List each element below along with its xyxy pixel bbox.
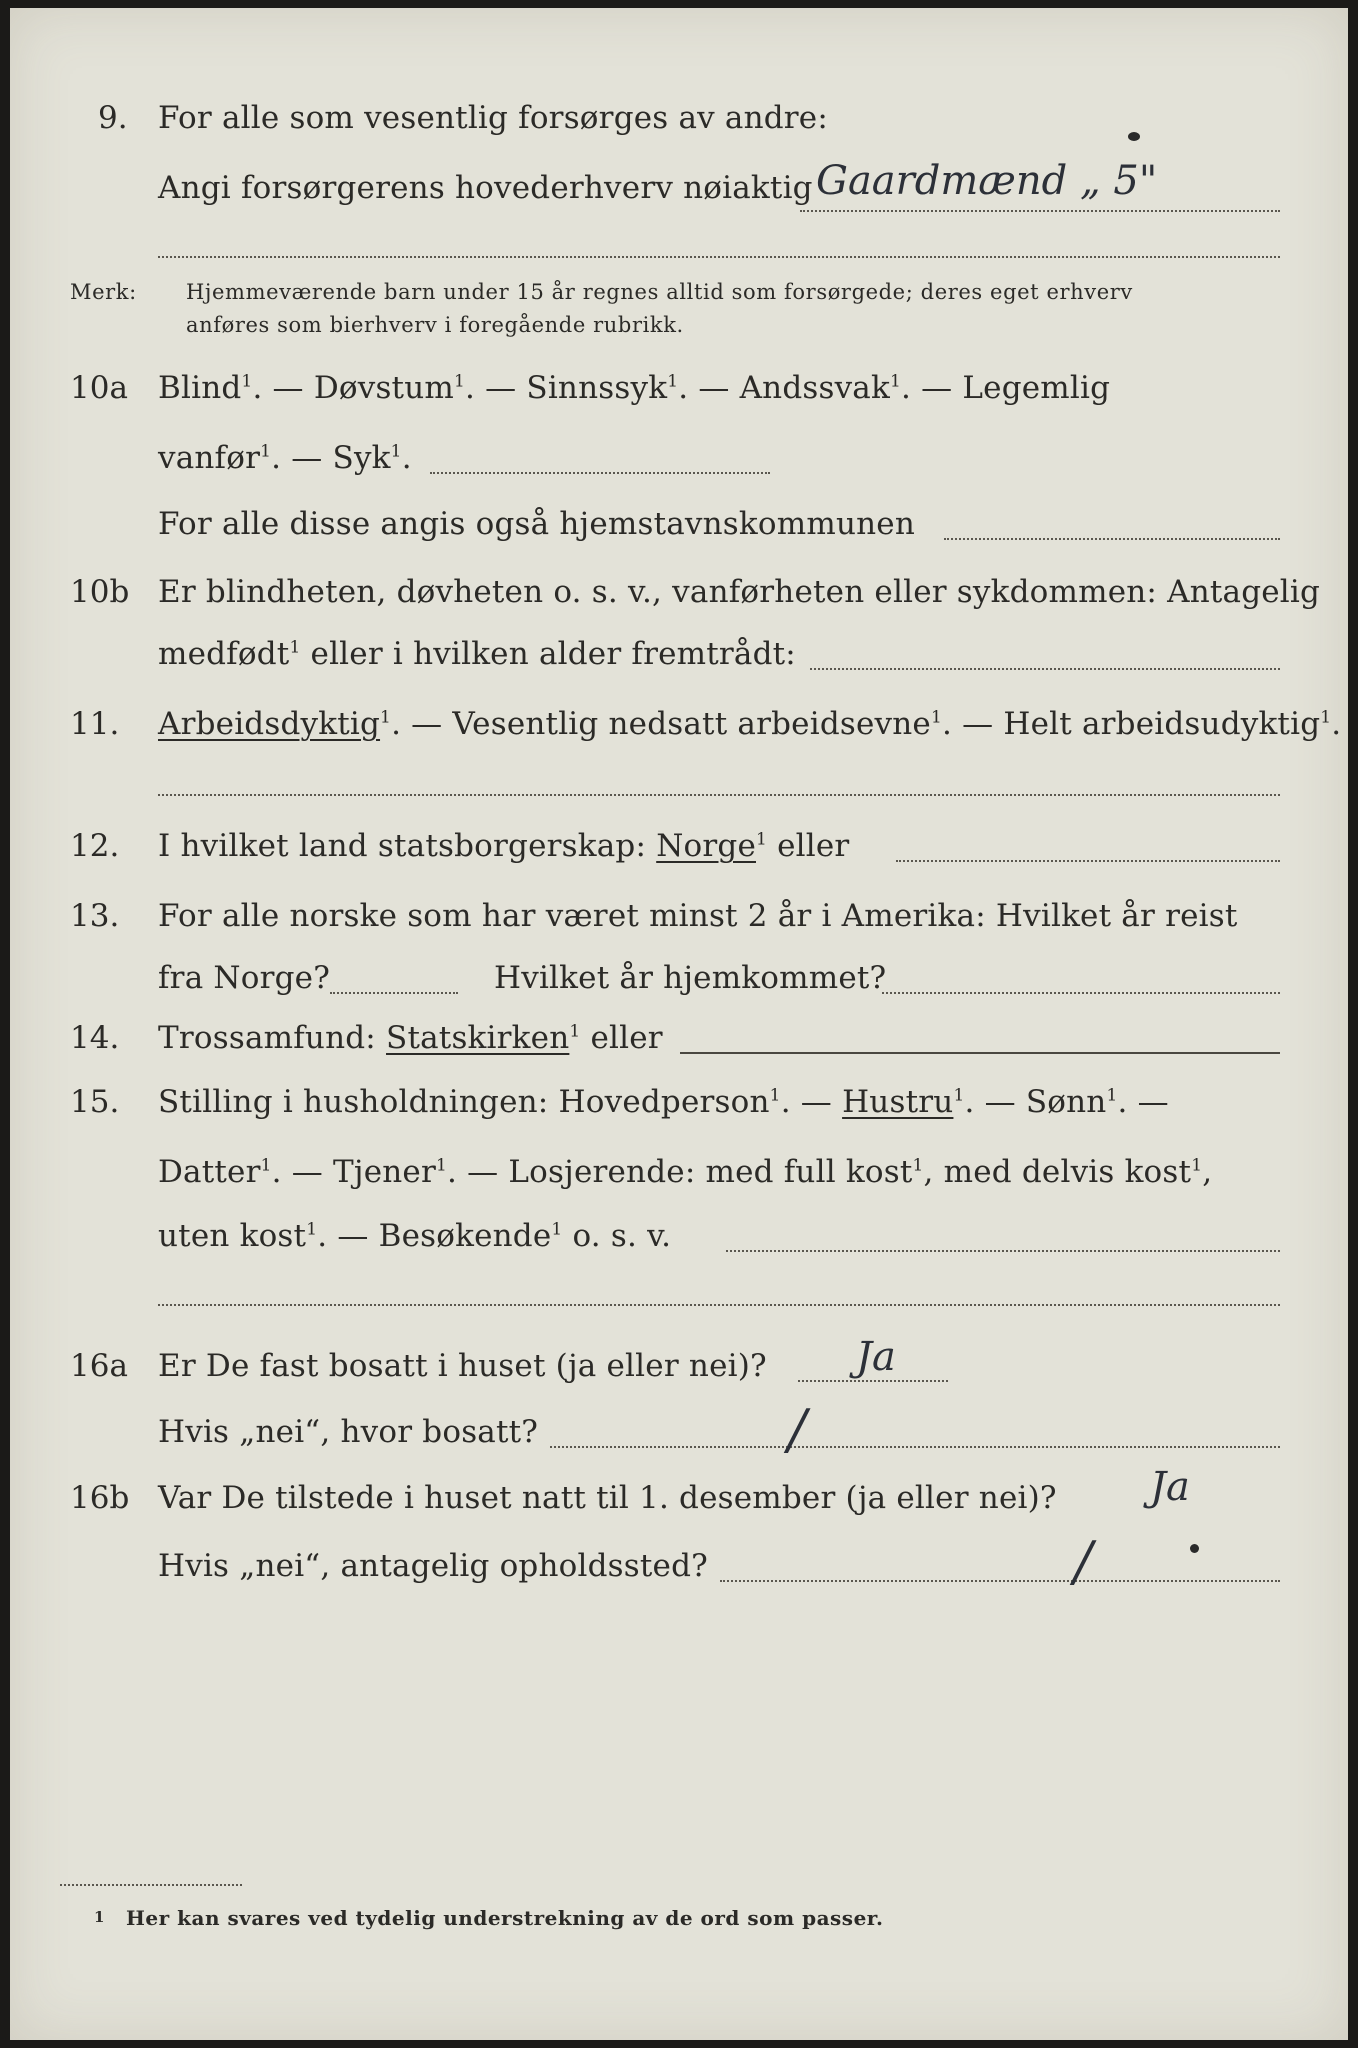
q10b-alder: eller i hvilken alder fremtrådt:: [300, 636, 796, 672]
q16a-number: 16a: [70, 1348, 128, 1384]
opt-andssvak: . — Andssvak: [678, 370, 890, 406]
q11-line: [158, 706, 1341, 742]
q10b-line2: [158, 636, 796, 672]
q15-line2-end: ,: [1202, 1154, 1213, 1190]
merk-line2: anføres som bierhverv i foregående rubrikk.: [186, 313, 684, 337]
sup: 1: [380, 707, 392, 728]
q16a-line1: Er De fast bosatt i huset (ja eller nei)?: [158, 1348, 767, 1384]
q12-tail: eller: [767, 828, 850, 864]
q11-end: .: [1331, 706, 1342, 742]
opt-legemlig: . — Legemlig: [901, 370, 1111, 406]
q9-extra-line: [158, 256, 1280, 258]
q16b-number: 16b: [70, 1480, 130, 1516]
q15-sep: . —: [780, 1084, 843, 1120]
q16a-answer2-line: [550, 1446, 1280, 1448]
footnote-text: Her kan svares ved tydelig understrekning av de ord som passer.: [126, 1906, 884, 1930]
q10b-line1: Er blindheten, døvheten o. s. v., vanførheten eller sykdommen: Antagelig: [158, 574, 1321, 610]
q14-tail: eller: [580, 1020, 663, 1056]
opt-besokende: . — Besøkende: [317, 1218, 552, 1254]
q10a-line2: [158, 440, 412, 476]
q14-line: [158, 1020, 663, 1056]
q13-hjemkommet-line: [882, 992, 1280, 994]
q12-norge-underlined: Norge: [656, 828, 756, 864]
q15-line1-end: . —: [1117, 1084, 1169, 1120]
sup: 1: [260, 441, 272, 462]
q12-number: 12.: [70, 828, 120, 864]
opt-udyktig: . — Helt arbeidsudyktig: [942, 706, 1321, 742]
opt-hovedperson: Stilling i husholdningen: Hovedperson: [158, 1084, 770, 1120]
opt-datter: Datter: [158, 1154, 261, 1190]
q10b-answer-line: [810, 668, 1280, 670]
q10a-syk-line: [430, 472, 770, 474]
sup: 1: [889, 371, 902, 392]
opt-arbeidsdyktig-underlined: Arbeidsdyktig: [158, 706, 381, 742]
q13-line2b: Hvilket år hjemkommet?: [494, 960, 887, 996]
q14-answer-line: [680, 1052, 1280, 1054]
sup: 1: [435, 1155, 448, 1176]
opt-dovstum: . — Døvstum: [252, 370, 454, 406]
q15-extra-line: [158, 1304, 1280, 1306]
q16b-line2: Hvis „nei“, antagelig opholdssted?: [158, 1548, 708, 1584]
sup: 1: [953, 1085, 965, 1106]
q16b-answer2-handwritten: /: [1074, 1530, 1093, 1593]
opt-syk: . — Syk: [271, 440, 391, 476]
q9-line2: Angi forsørgerens hovederhverv nøiaktig: [158, 170, 813, 206]
q14-text: Trossamfund:: [158, 1020, 376, 1056]
q16b-answer2-line: [720, 1580, 1280, 1582]
sup: 1: [930, 707, 942, 728]
q12-answer-line: [896, 860, 1280, 862]
ink-dot: [1190, 1544, 1199, 1553]
q9-number: 9.: [98, 100, 128, 136]
q10a-line1: [158, 370, 1110, 406]
q10a-number: 10a: [70, 370, 128, 406]
q16a-line2: Hvis „nei“, hvor bosatt?: [158, 1414, 539, 1450]
q10a-line2-end: .: [401, 440, 412, 476]
sup: 1: [260, 1155, 272, 1176]
opt-sinnssyk: . — Sinnssyk: [465, 370, 668, 406]
opt-vanfor: vanfør: [158, 440, 261, 476]
opt-osv: o. s. v.: [562, 1218, 672, 1254]
q13-line2a: fra Norge?: [158, 960, 331, 996]
opt-blind: Blind: [158, 370, 242, 406]
q13-number: 13.: [70, 898, 120, 934]
opt-sonn: . — Sønn: [964, 1084, 1107, 1120]
opt-medfodt: medfødt: [158, 636, 290, 672]
sup: 1: [912, 1155, 924, 1176]
q15-line3: [158, 1218, 671, 1254]
sup: 1: [667, 371, 679, 392]
opt-hustru-underlined: Hustru: [842, 1084, 954, 1120]
q15-line2: [158, 1154, 1212, 1190]
q14-number: 14.: [70, 1020, 120, 1056]
q10b-number: 10b: [70, 574, 130, 610]
q15-answer-line: [726, 1250, 1280, 1252]
q16a-answer2-handwritten: /: [788, 1398, 807, 1461]
sup: 1: [241, 371, 253, 392]
q16b-answer1-handwritten: Ja: [1150, 1464, 1190, 1510]
q11-extra-line: [158, 794, 1280, 796]
sup: 1: [289, 637, 301, 658]
q9-answer-handwritten: Gaardmænd „ 5": [816, 158, 1158, 204]
sup: 1: [1191, 1155, 1203, 1176]
q14-statskirken-underlined: Statskirken: [386, 1020, 570, 1056]
sup: 1: [1320, 707, 1332, 728]
merk-line1: Hjemmeværende barn under 15 år regnes alltid som forsørgede; deres eget erhverv: [186, 280, 1133, 304]
footnote-rule: [60, 1884, 242, 1886]
q13-reist-line: [330, 992, 458, 994]
footnote-mark: 1: [94, 1908, 105, 1926]
q15-number: 15.: [70, 1084, 120, 1120]
opt-nedsatt: . — Vesentlig nedsatt arbeidsevne: [391, 706, 931, 742]
q9-answer-line: [800, 210, 1280, 212]
sup: 1: [1106, 1085, 1118, 1106]
q16a-answer1-handwritten: Ja: [856, 1334, 896, 1380]
sup: 1: [390, 441, 402, 462]
opt-uten-kost: uten kost: [158, 1218, 307, 1254]
sup: 1: [569, 1021, 581, 1042]
sup: 1: [551, 1219, 563, 1240]
opt-delvis-kost: , med delvis kost: [923, 1154, 1192, 1190]
q10a-hjemstavn-line: [944, 538, 1280, 540]
opt-tjener: . — Tjener: [271, 1154, 436, 1190]
q15-line1: [158, 1084, 1169, 1120]
merk-label: Merk:: [70, 280, 137, 304]
sup: 1: [769, 1085, 781, 1106]
q10a-line3: For alle disse angis også hjemstavnskommunen: [158, 506, 915, 542]
census-form-page: [10, 8, 1348, 2040]
q12-line: [158, 828, 849, 864]
q16b-line1: Var De tilstede i huset natt til 1. desember (ja eller nei)?: [158, 1480, 1057, 1516]
q13-line1: For alle norske som har været minst 2 år i Amerika: Hvilket år reist: [158, 898, 1238, 934]
q11-number: 11.: [70, 706, 120, 742]
sup: 1: [756, 829, 768, 850]
q16a-answer1-line: [798, 1380, 948, 1382]
q12-text: I hvilket land statsborgerskap:: [158, 828, 647, 864]
q9-line1: For alle som vesentlig forsørges av andre:: [158, 100, 828, 136]
opt-full-kost: . — Losjerende: med full kost: [447, 1154, 913, 1190]
sup: 1: [306, 1219, 318, 1240]
ink-dot: [1128, 132, 1140, 141]
sup: 1: [453, 371, 466, 392]
